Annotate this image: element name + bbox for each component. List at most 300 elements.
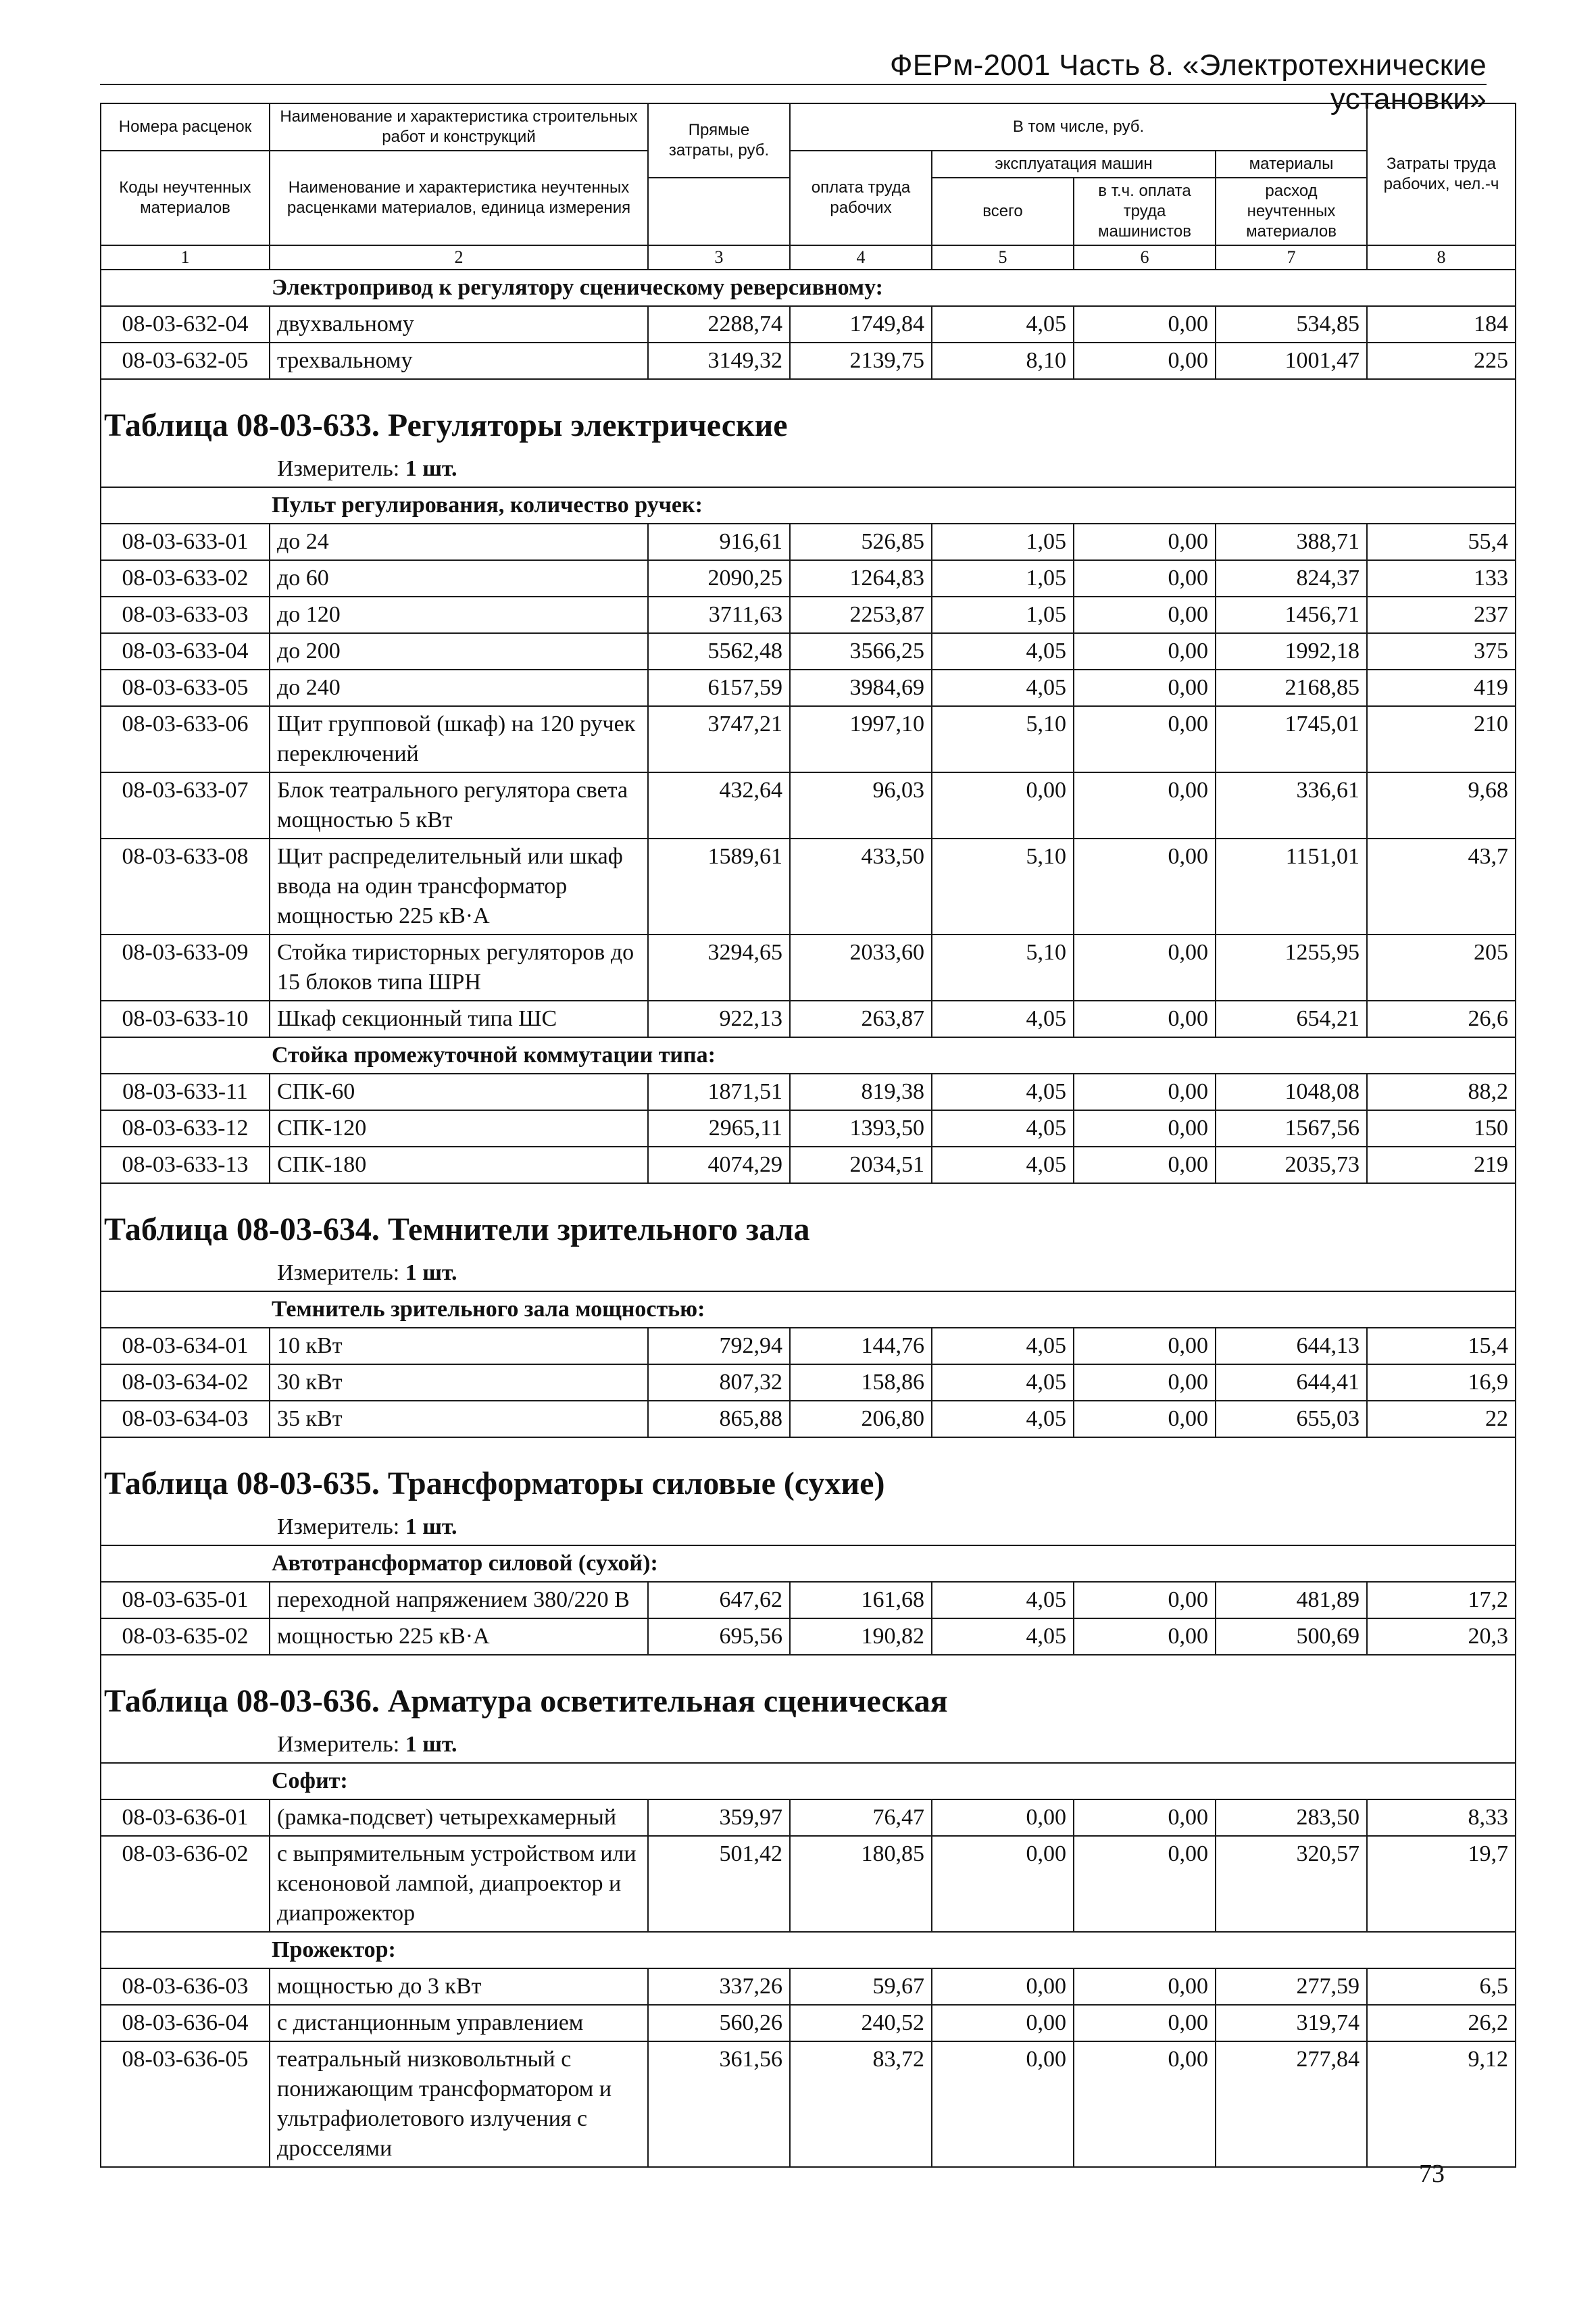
section-title-row: [101, 1201, 1516, 1255]
direct-costs: 4074,29: [648, 1147, 790, 1183]
group-header-row: [101, 1291, 1516, 1328]
machinists-pay: 0,00: [1074, 343, 1216, 379]
direct-costs: 337,26: [648, 1968, 790, 2005]
work-name: до 60: [270, 560, 648, 597]
col-codes-top: Номера расценок: [101, 103, 270, 151]
materials-cost: 1255,95: [1216, 935, 1367, 1001]
machines-total: 4,05: [932, 1328, 1074, 1364]
rate-code: 08-03-633-07: [101, 772, 270, 839]
work-name: СПК-120: [270, 1110, 648, 1147]
table-row: [101, 1401, 1516, 1437]
materials-cost: 824,37: [1216, 560, 1367, 597]
labor-pay: 2139,75: [790, 343, 932, 379]
direct-costs: 807,32: [648, 1364, 790, 1401]
direct-costs: 3711,63: [648, 597, 790, 633]
col-direct-spacer: [648, 178, 790, 245]
machinists-pay: 0,00: [1074, 1401, 1216, 1437]
header-rule: [100, 84, 1487, 85]
labor-hours: 133: [1367, 560, 1516, 597]
col-labor-hours: Затраты труда рабочих, чел.-ч: [1367, 103, 1516, 245]
labor-hours: 219: [1367, 1147, 1516, 1183]
measure-row: [101, 451, 1516, 487]
work-name: до 200: [270, 633, 648, 670]
machinists-pay: 0,00: [1074, 1328, 1216, 1364]
work-name: 35 кВт: [270, 1401, 648, 1437]
work-name: до 24: [270, 524, 648, 560]
measure-cell: [101, 1727, 1516, 1763]
labor-pay: 3984,69: [790, 670, 932, 706]
direct-costs: 2288,74: [648, 306, 790, 343]
work-name: Щит групповой (шкаф) на 120 ручек переключений: [270, 706, 648, 772]
machinists-pay: 0,00: [1074, 2005, 1216, 2041]
materials-cost: 2035,73: [1216, 1147, 1367, 1183]
machinists-pay: 0,00: [1074, 1364, 1216, 1401]
col-num: 2: [270, 245, 648, 270]
column-numbers-row: [101, 245, 1516, 270]
machinists-pay: 0,00: [1074, 1836, 1216, 1932]
labor-pay: 76,47: [790, 1799, 932, 1836]
col-num: 6: [1074, 245, 1216, 270]
group-label: Электропривод к регулятору сценическому реверсивному:: [101, 270, 1516, 306]
rate-code: 08-03-633-12: [101, 1110, 270, 1147]
gap-cell: [101, 1183, 1516, 1201]
machines-total: 5,10: [932, 839, 1074, 935]
rate-code: 08-03-633-05: [101, 670, 270, 706]
measure-value: 1 шт.: [405, 1514, 457, 1539]
direct-costs: 560,26: [648, 2005, 790, 2041]
labor-hours: 26,2: [1367, 2005, 1516, 2041]
work-name: 30 кВт: [270, 1364, 648, 1401]
labor-pay: 161,68: [790, 1582, 932, 1618]
rates-table: [100, 103, 1516, 2168]
materials-cost: 1001,47: [1216, 343, 1367, 379]
col-num: 8: [1367, 245, 1516, 270]
machinists-pay: 0,00: [1074, 524, 1216, 560]
labor-hours: 184: [1367, 306, 1516, 343]
rate-code: 08-03-632-04: [101, 306, 270, 343]
machines-total: 5,10: [932, 935, 1074, 1001]
materials-cost: 1745,01: [1216, 706, 1367, 772]
gap-cell: [101, 379, 1516, 397]
materials-cost: 655,03: [1216, 1401, 1367, 1437]
direct-costs: 5562,48: [648, 633, 790, 670]
col-name-bottom: Наименование и характеристика неучтенных расценками материалов, единица измерения: [270, 151, 648, 245]
machinists-pay: 0,00: [1074, 1110, 1216, 1147]
labor-hours: 43,7: [1367, 839, 1516, 935]
rate-code: 08-03-633-08: [101, 839, 270, 935]
labor-hours: 22: [1367, 1401, 1516, 1437]
machines-total: 0,00: [932, 772, 1074, 839]
rate-code: 08-03-633-11: [101, 1074, 270, 1110]
work-name: Шкаф секционный типа ШС: [270, 1001, 648, 1037]
labor-hours: 237: [1367, 597, 1516, 633]
group-label: Стойка промежуточной коммутации типа:: [101, 1037, 1516, 1074]
labor-hours: 9,68: [1367, 772, 1516, 839]
machinists-pay: 0,00: [1074, 670, 1216, 706]
labor-hours: 225: [1367, 343, 1516, 379]
table-row: [101, 343, 1516, 379]
labor-pay: 1997,10: [790, 706, 932, 772]
machinists-pay: 0,00: [1074, 633, 1216, 670]
table-row: [101, 1968, 1516, 2005]
measure-label: Измеритель:: [277, 1732, 400, 1757]
labor-pay: 2253,87: [790, 597, 932, 633]
labor-hours: 16,9: [1367, 1364, 1516, 1401]
col-labor: оплата труда рабочих: [790, 151, 932, 245]
group-label: Прожектор:: [101, 1932, 1516, 1968]
machinists-pay: 0,00: [1074, 839, 1216, 935]
col-num: 7: [1216, 245, 1367, 270]
measure-cell: [101, 451, 1516, 487]
direct-costs: 2090,25: [648, 560, 790, 597]
page-number: 73: [1419, 2160, 1445, 2188]
rate-code: 08-03-634-03: [101, 1401, 270, 1437]
section-gap: [101, 1437, 1516, 1455]
machines-total: 4,05: [932, 1147, 1074, 1183]
work-name: СПК-60: [270, 1074, 648, 1110]
machines-total: 0,00: [932, 1836, 1074, 1932]
rate-code: 08-03-633-13: [101, 1147, 270, 1183]
measure-value: 1 шт.: [405, 456, 457, 481]
labor-pay: 240,52: [790, 2005, 932, 2041]
direct-costs: 3747,21: [648, 706, 790, 772]
work-name: 10 кВт: [270, 1328, 648, 1364]
machines-total: 4,05: [932, 1001, 1074, 1037]
measure-cell: [101, 1255, 1516, 1291]
work-name: с дистанционным управлением: [270, 2005, 648, 2041]
materials-cost: 534,85: [1216, 306, 1367, 343]
section-title-row: [101, 397, 1516, 451]
work-name: мощностью до 3 кВт: [270, 1968, 648, 2005]
machinists-pay: 0,00: [1074, 1799, 1216, 1836]
section-title-row: [101, 1455, 1516, 1510]
measure-label: Измеритель:: [277, 1514, 400, 1539]
machinists-pay: 0,00: [1074, 1968, 1216, 2005]
labor-hours: 205: [1367, 935, 1516, 1001]
machines-total: 4,05: [932, 1074, 1074, 1110]
rate-code: 08-03-636-04: [101, 2005, 270, 2041]
table-row: [101, 524, 1516, 560]
direct-costs: 3294,65: [648, 935, 790, 1001]
measure-label: Измеритель:: [277, 1260, 400, 1285]
labor-pay: 433,50: [790, 839, 932, 935]
work-name: мощностью 225 кВ·А: [270, 1618, 648, 1655]
work-name: с выпрямительным устройством или ксеноновой лампой, диапроектор и диапрожектор: [270, 1836, 648, 1932]
group-header-row: [101, 487, 1516, 524]
gap-cell: [101, 1437, 1516, 1455]
machines-total: 8,10: [932, 343, 1074, 379]
labor-hours: 375: [1367, 633, 1516, 670]
rates-sheet: [100, 103, 1515, 2168]
col-codes-bottom: Коды неучтенных материалов: [101, 151, 270, 245]
work-name: театральный низковольтный с понижающим трансформатором и ультрафиолетового излучения с дросселями: [270, 2041, 648, 2167]
machines-total: 0,00: [932, 2041, 1074, 2167]
work-name: Щит распределительный или шкаф ввода на один трансформатор мощностью 225 кВ·А: [270, 839, 648, 935]
labor-pay: 263,87: [790, 1001, 932, 1037]
labor-pay: 819,38: [790, 1074, 932, 1110]
work-name: трехвальному: [270, 343, 648, 379]
table-row: [101, 1001, 1516, 1037]
machines-total: 0,00: [932, 2005, 1074, 2041]
table-row: [101, 1328, 1516, 1364]
table-row: [101, 772, 1516, 839]
machines-total: 4,05: [932, 1618, 1074, 1655]
table-row: [101, 1582, 1516, 1618]
machinists-pay: 0,00: [1074, 1074, 1216, 1110]
table-row: [101, 306, 1516, 343]
rate-code: 08-03-633-02: [101, 560, 270, 597]
col-num: 4: [790, 245, 932, 270]
machines-total: 4,05: [932, 670, 1074, 706]
measure-row: [101, 1727, 1516, 1763]
col-name-top: Наименование и характеристика строительных работ и конструкций: [270, 103, 648, 151]
machinists-pay: 0,00: [1074, 772, 1216, 839]
machinists-pay: 0,00: [1074, 2041, 1216, 2167]
table-row: [101, 935, 1516, 1001]
materials-cost: 277,59: [1216, 1968, 1367, 2005]
section-gap: [101, 1183, 1516, 1201]
group-header-row: [101, 270, 1516, 306]
labor-pay: 3566,25: [790, 633, 932, 670]
table-row: [101, 1147, 1516, 1183]
direct-costs: 361,56: [648, 2041, 790, 2167]
table-head: [101, 103, 1516, 270]
materials-cost: 644,13: [1216, 1328, 1367, 1364]
materials-cost: 500,69: [1216, 1618, 1367, 1655]
materials-cost: 644,41: [1216, 1364, 1367, 1401]
machines-total: 4,05: [932, 1110, 1074, 1147]
labor-pay: 206,80: [790, 1401, 932, 1437]
rate-code: 08-03-633-01: [101, 524, 270, 560]
rate-code: 08-03-635-01: [101, 1582, 270, 1618]
col-materials-cons: расход неучтенных материалов: [1216, 178, 1367, 245]
labor-hours: 17,2: [1367, 1582, 1516, 1618]
measure-value: 1 шт.: [405, 1260, 457, 1285]
table-row: [101, 1364, 1516, 1401]
col-num: 1: [101, 245, 270, 270]
table-row: [101, 1074, 1516, 1110]
materials-cost: 283,50: [1216, 1799, 1367, 1836]
materials-cost: 320,57: [1216, 1836, 1367, 1932]
table-row: [101, 1836, 1516, 1932]
table-row: [101, 839, 1516, 935]
materials-cost: 388,71: [1216, 524, 1367, 560]
section-gap: [101, 379, 1516, 397]
group-header-row: [101, 1763, 1516, 1799]
direct-costs: 501,42: [648, 1836, 790, 1932]
machines-total: 4,05: [932, 1401, 1074, 1437]
rate-code: 08-03-636-03: [101, 1968, 270, 2005]
materials-cost: 336,61: [1216, 772, 1367, 839]
machinists-pay: 0,00: [1074, 1582, 1216, 1618]
direct-costs: 432,64: [648, 772, 790, 839]
machines-total: 4,05: [932, 633, 1074, 670]
rate-code: 08-03-636-02: [101, 1836, 270, 1932]
direct-costs: 792,94: [648, 1328, 790, 1364]
direct-costs: 865,88: [648, 1401, 790, 1437]
work-name: переходной напряжением 380/220 В: [270, 1582, 648, 1618]
group-header-row: [101, 1932, 1516, 1968]
rate-code: 08-03-635-02: [101, 1618, 270, 1655]
direct-costs: 3149,32: [648, 343, 790, 379]
group-label: Софит:: [101, 1763, 1516, 1799]
work-name: СПК-180: [270, 1147, 648, 1183]
materials-cost: 1992,18: [1216, 633, 1367, 670]
labor-pay: 1264,83: [790, 560, 932, 597]
table-row: [101, 560, 1516, 597]
labor-hours: 19,7: [1367, 1836, 1516, 1932]
materials-cost: 654,21: [1216, 1001, 1367, 1037]
rate-code: 08-03-632-05: [101, 343, 270, 379]
work-name: двухвальному: [270, 306, 648, 343]
col-incl: В том числе, руб.: [790, 103, 1367, 151]
labor-pay: 1749,84: [790, 306, 932, 343]
labor-pay: 158,86: [790, 1364, 932, 1401]
machines-total: 0,00: [932, 1968, 1074, 2005]
labor-hours: 15,4: [1367, 1328, 1516, 1364]
machines-total: 1,05: [932, 560, 1074, 597]
direct-costs: 922,13: [648, 1001, 790, 1037]
labor-hours: 150: [1367, 1110, 1516, 1147]
col-materials: материалы: [1216, 151, 1367, 178]
col-machines-total: всего: [932, 178, 1074, 245]
materials-cost: 2168,85: [1216, 670, 1367, 706]
work-name: (рамка-подсвет) четырехкамерный: [270, 1799, 648, 1836]
labor-hours: 9,12: [1367, 2041, 1516, 2167]
machines-total: 4,05: [932, 1364, 1074, 1401]
col-machines: эксплуатация машин: [932, 151, 1216, 178]
measure-cell: [101, 1510, 1516, 1545]
rate-code: 08-03-633-10: [101, 1001, 270, 1037]
direct-costs: 1871,51: [648, 1074, 790, 1110]
direct-costs: 2965,11: [648, 1110, 790, 1147]
labor-pay: 96,03: [790, 772, 932, 839]
section-gap: [101, 1655, 1516, 1673]
rate-code: 08-03-636-01: [101, 1799, 270, 1836]
rate-code: 08-03-633-06: [101, 706, 270, 772]
table-row: [101, 597, 1516, 633]
work-name: Стойка тиристорных регуляторов до 15 блоков типа ШРН: [270, 935, 648, 1001]
direct-costs: 695,56: [648, 1618, 790, 1655]
machinists-pay: 0,00: [1074, 597, 1216, 633]
labor-pay: 180,85: [790, 1836, 932, 1932]
group-label: Автотрансформатор силовой (сухой):: [101, 1545, 1516, 1582]
machines-total: 1,05: [932, 597, 1074, 633]
labor-pay: 1393,50: [790, 1110, 932, 1147]
machines-total: 4,05: [932, 1582, 1074, 1618]
machines-total: 0,00: [932, 1799, 1074, 1836]
table-row: [101, 633, 1516, 670]
work-name: Блок театрального регулятора света мощностью 5 кВт: [270, 772, 648, 839]
table-row: [101, 2005, 1516, 2041]
labor-hours: 26,6: [1367, 1001, 1516, 1037]
labor-pay: 83,72: [790, 2041, 932, 2167]
machines-total: 5,10: [932, 706, 1074, 772]
rate-code: 08-03-634-02: [101, 1364, 270, 1401]
labor-hours: 55,4: [1367, 524, 1516, 560]
machinists-pay: 0,00: [1074, 935, 1216, 1001]
machines-total: 1,05: [932, 524, 1074, 560]
labor-hours: 419: [1367, 670, 1516, 706]
table-row: [101, 2041, 1516, 2167]
rate-code: 08-03-633-03: [101, 597, 270, 633]
col-machines-labor: в т.ч. оплата труда машинистов: [1074, 178, 1216, 245]
labor-hours: 6,5: [1367, 1968, 1516, 2005]
work-name: до 240: [270, 670, 648, 706]
page-header: ФЕРм-2001 Часть 8. «Электротехнические установки»: [890, 49, 1487, 116]
col-num: 3: [648, 245, 790, 270]
machinists-pay: 0,00: [1074, 1618, 1216, 1655]
direct-costs: 647,62: [648, 1582, 790, 1618]
section-title: Таблица 08-03-633. Регуляторы электрические: [101, 397, 1516, 451]
section-title-row: [101, 1673, 1516, 1727]
labor-pay: 526,85: [790, 524, 932, 560]
rate-code: 08-03-636-05: [101, 2041, 270, 2167]
machinists-pay: 0,00: [1074, 306, 1216, 343]
labor-pay: 2033,60: [790, 935, 932, 1001]
table-row: [101, 1110, 1516, 1147]
direct-costs: 359,97: [648, 1799, 790, 1836]
group-label: Пульт регулирования, количество ручек:: [101, 487, 1516, 524]
section-title: Таблица 08-03-634. Темнители зрительного зала: [101, 1201, 1516, 1255]
materials-cost: 319,74: [1216, 2005, 1367, 2041]
table-row: [101, 1799, 1516, 1836]
labor-hours: 210: [1367, 706, 1516, 772]
labor-hours: 20,3: [1367, 1618, 1516, 1655]
rate-code: 08-03-633-04: [101, 633, 270, 670]
group-header-row: [101, 1037, 1516, 1074]
table-row: [101, 706, 1516, 772]
materials-cost: 1048,08: [1216, 1074, 1367, 1110]
col-direct: Прямые затраты, руб.: [648, 103, 790, 178]
table-row: [101, 670, 1516, 706]
direct-costs: 6157,59: [648, 670, 790, 706]
materials-cost: 1567,56: [1216, 1110, 1367, 1147]
section-title: Таблица 08-03-636. Арматура осветительная сценическая: [101, 1673, 1516, 1727]
col-num: 5: [932, 245, 1074, 270]
direct-costs: 916,61: [648, 524, 790, 560]
labor-pay: 190,82: [790, 1618, 932, 1655]
machines-total: 4,05: [932, 306, 1074, 343]
machinists-pay: 0,00: [1074, 560, 1216, 597]
materials-cost: 277,84: [1216, 2041, 1367, 2167]
table-body: [101, 270, 1516, 2167]
labor-pay: 59,67: [790, 1968, 932, 2005]
measure-row: [101, 1510, 1516, 1545]
materials-cost: 1151,01: [1216, 839, 1367, 935]
labor-pay: 144,76: [790, 1328, 932, 1364]
machinists-pay: 0,00: [1074, 706, 1216, 772]
machinists-pay: 0,00: [1074, 1147, 1216, 1183]
rate-code: 08-03-633-09: [101, 935, 270, 1001]
materials-cost: 481,89: [1216, 1582, 1367, 1618]
section-title: Таблица 08-03-635. Трансформаторы силовые (сухие): [101, 1455, 1516, 1510]
measure-row: [101, 1255, 1516, 1291]
measure-label: Измеритель:: [277, 456, 400, 481]
table-row: [101, 1618, 1516, 1655]
measure-value: 1 шт.: [405, 1732, 457, 1757]
gap-cell: [101, 1655, 1516, 1673]
group-label: Темнитель зрительного зала мощностью:: [101, 1291, 1516, 1328]
work-name: до 120: [270, 597, 648, 633]
labor-pay: 2034,51: [790, 1147, 932, 1183]
direct-costs: 1589,61: [648, 839, 790, 935]
machinists-pay: 0,00: [1074, 1001, 1216, 1037]
group-header-row: [101, 1545, 1516, 1582]
labor-hours: 8,33: [1367, 1799, 1516, 1836]
labor-hours: 88,2: [1367, 1074, 1516, 1110]
rate-code: 08-03-634-01: [101, 1328, 270, 1364]
